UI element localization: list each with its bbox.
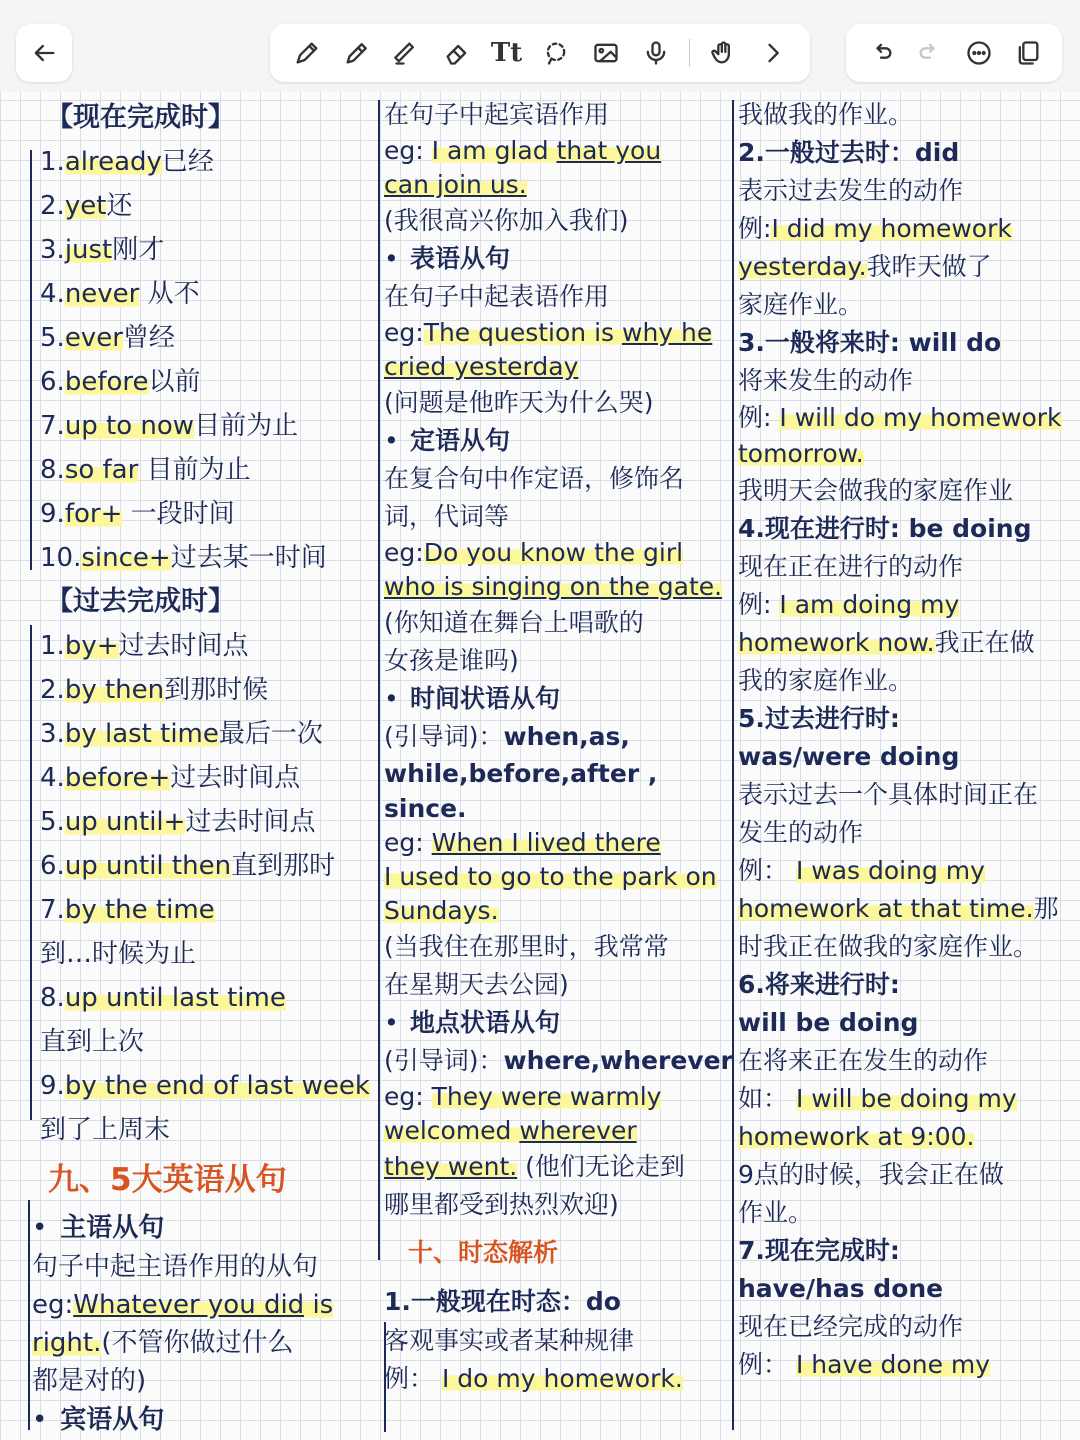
column-divider [378, 100, 380, 1260]
pen-icon[interactable] [290, 36, 324, 70]
tense-title: 6.将来进行时: [738, 970, 900, 999]
toolbar-actions [846, 24, 1062, 82]
translation-line: (我很高兴你加入我们) [384, 206, 629, 235]
example-line: right.(不管你做过什么 [32, 1328, 294, 1358]
item-number: 4. [40, 763, 65, 793]
list-item [26, 1064, 378, 1108]
list-item [26, 536, 378, 580]
item-keyword: by last time [64, 719, 219, 749]
translation-line: 女孩是谁吗) [384, 646, 519, 675]
example-line: they went. (他们无论走到 [384, 1152, 685, 1181]
column-3 [738, 96, 1080, 1384]
text-line: 客观事实或者某种规律 [384, 1326, 635, 1355]
example-line: Sundays. [384, 896, 499, 925]
text-line: 现在正在进行的动作 [738, 552, 964, 581]
item-number: 1. [40, 631, 65, 661]
item-keyword: up to now [64, 411, 195, 441]
tense-title: 4.现在进行时: be doing [738, 514, 1032, 543]
clause-desc: 句子中起主语作用的从句 [32, 1252, 319, 1282]
item-keyword: by the time [64, 895, 215, 925]
column-1 [26, 96, 378, 1440]
example-line: eg:Do you know the girl [384, 538, 684, 567]
list-item [26, 448, 378, 492]
example-line: yesterday.我昨天做了 [738, 252, 992, 281]
text-line: 在句子中起表语作用 [384, 282, 610, 311]
text-line: 作业。 [738, 1198, 814, 1227]
undo-icon[interactable] [864, 36, 898, 70]
item-number: 10. [40, 543, 82, 573]
example-line: homework now.我正在做 [738, 628, 1035, 657]
list-item [26, 712, 378, 756]
example-line: 例： I do my homework. [384, 1364, 683, 1393]
example-line: eg:Whatever you did is [32, 1290, 334, 1320]
example-line: who is singing on the gate. [384, 572, 723, 601]
item-meaning: 刚才 [112, 235, 165, 265]
item-number: 4. [40, 279, 65, 309]
tense-title: was/were doing [738, 742, 960, 771]
toolbar-divider [689, 39, 690, 67]
item-meaning: 过去某一时间 [170, 543, 327, 573]
list-item [26, 184, 378, 228]
item-number: 5. [40, 807, 65, 837]
clause-title: • 地点状语从句 [384, 1008, 561, 1037]
item-keyword: by+ [64, 631, 119, 661]
tense-title: 3.一般将来时: will do [738, 328, 1002, 357]
list-item [26, 800, 378, 844]
item-meaning: 过去时间点 [170, 763, 301, 793]
highlighter-icon[interactable] [390, 36, 424, 70]
item-number: 6. [40, 851, 65, 881]
text-tool-icon[interactable]: Tt [490, 38, 523, 68]
item-number: 8. [40, 455, 65, 485]
tool-palette [270, 24, 810, 82]
list-item [26, 1020, 378, 1064]
list-item [26, 756, 378, 800]
text-line: 表示过去一个具体时间正在 [738, 780, 1039, 809]
translation-line: 在星期天去公园) [384, 970, 569, 999]
item-number: 1. [40, 147, 65, 177]
item-keyword: up until then [64, 851, 232, 881]
clause-title: • 表语从句 [384, 244, 511, 273]
list-item [26, 228, 378, 272]
list-item [26, 1108, 378, 1152]
more-icon[interactable] [962, 36, 996, 70]
tense-title: 1.一般现在时态：do [384, 1287, 621, 1316]
text-line: 表示过去发生的动作 [738, 176, 964, 205]
list-item [26, 492, 378, 536]
item-meaning: 目前为止 [138, 455, 251, 485]
section-title-tenses: 十、时态解析 [408, 1238, 559, 1267]
example-line: 例： I have done my [738, 1350, 991, 1379]
example-line: 如： I will be doing my [738, 1084, 1017, 1113]
pages-icon[interactable] [1011, 36, 1045, 70]
text-line: 在将来正在发生的动作 [738, 1046, 989, 1075]
text-line: 现在已经完成的动作 [738, 1312, 964, 1341]
item-meaning: 一段时间 [122, 499, 235, 529]
item-number: 6. [40, 367, 65, 397]
list-item [26, 932, 378, 976]
item-keyword: yet [64, 191, 107, 221]
text-line: 词，代词等 [384, 502, 510, 531]
item-meaning: 到…时候为止 [40, 939, 197, 969]
list-item [26, 316, 378, 360]
example-line: eg: When I lived there [384, 828, 661, 857]
example-line: homework at 9:00. [738, 1122, 975, 1151]
item-keyword: already [64, 147, 162, 177]
item-meaning: 到那时候 [164, 675, 269, 705]
tense-title: 2.一般过去时：did [738, 138, 960, 167]
example-line: eg:The question is why he [384, 318, 713, 347]
example-line: welcomed wherever [384, 1116, 637, 1145]
item-meaning: 最后一次 [218, 719, 323, 749]
chevron-right-icon[interactable] [756, 36, 790, 70]
item-number: 2. [40, 675, 65, 705]
list-item [26, 888, 378, 932]
list-item [26, 140, 378, 184]
back-button[interactable] [16, 24, 72, 82]
clause-title: • 宾语从句 [32, 1405, 165, 1435]
text-line: 在复合句中作定语，修饰名 [384, 464, 685, 493]
item-meaning: 目前为止 [194, 411, 299, 441]
item-keyword: by then [64, 675, 165, 705]
example-line: homework at that time.那 [738, 894, 1059, 923]
item-keyword: for+ [64, 499, 123, 529]
example-line: eg: They were warmly [384, 1082, 662, 1111]
item-meaning: 从不 [139, 279, 200, 309]
item-keyword: up until+ [64, 807, 186, 837]
microphone-icon[interactable] [639, 36, 673, 70]
clause-title: • 定语从句 [384, 426, 511, 455]
item-number: 9. [40, 1071, 65, 1101]
list-item [26, 976, 378, 1020]
item-keyword: so far [64, 455, 139, 485]
item-number: 3. [40, 235, 65, 265]
text-line: 家庭作业。 [738, 290, 864, 319]
example-line: 例:I did my homework [738, 214, 1012, 243]
item-meaning: 到了上周末 [40, 1115, 171, 1145]
list-item [26, 624, 378, 668]
item-meaning: 曾经 [122, 323, 175, 353]
text-line: since. [384, 794, 467, 823]
example-line: I used to go to the park on [384, 862, 717, 891]
tense-title: have/has done [738, 1274, 944, 1303]
example-line: 例： I was doing my [738, 856, 985, 885]
item-meaning: 直到上次 [40, 1027, 145, 1057]
text-line: 我做我的作业。 [738, 100, 914, 129]
eraser-icon[interactable] [440, 36, 474, 70]
example-line: can join us. [384, 170, 527, 199]
example-line: cried yesterday [384, 352, 579, 381]
item-meaning: 过去时间点 [185, 807, 316, 837]
example-line: eg: I am glad that you [384, 136, 662, 165]
translation-line: 哪里都受到热烈欢迎) [384, 1190, 619, 1219]
item-keyword: since+ [81, 543, 171, 573]
image-icon[interactable] [589, 36, 623, 70]
item-keyword: just [64, 235, 113, 265]
item-meaning: 还 [106, 191, 133, 221]
example-line: 例: I am doing my [738, 590, 960, 619]
item-meaning: 过去时间点 [118, 631, 249, 661]
example-translation: 都是对的) [32, 1366, 147, 1396]
item-meaning: 以前 [148, 367, 201, 397]
text-line: 时我正在做我的家庭作业。 [738, 932, 1039, 961]
hand-icon[interactable] [706, 36, 740, 70]
redo-icon[interactable] [913, 36, 947, 70]
toolbar [0, 0, 1080, 92]
text-line: 在句子中起宾语作用 [384, 100, 610, 129]
tense-title: 5.过去进行时: [738, 704, 900, 733]
clause-title: • 主语从句 [32, 1213, 165, 1243]
item-keyword: never [64, 279, 140, 309]
column-divider [732, 100, 734, 1430]
lasso-icon[interactable] [539, 36, 573, 70]
item-keyword: by the end of last week [64, 1071, 370, 1101]
item-keyword: ever [64, 323, 123, 353]
item-meaning: 已经 [161, 147, 214, 177]
item-keyword: before+ [64, 763, 171, 793]
item-keyword: up until last time [64, 983, 286, 1013]
list-item [26, 844, 378, 888]
text-line: 9点的时候，我会正在做 [738, 1160, 1004, 1189]
past-perfect-list [26, 624, 378, 1152]
list-item [26, 404, 378, 448]
text-line: 发生的动作 [738, 818, 864, 847]
item-number: 9. [40, 499, 65, 529]
section-heading: 【现在完成时】 [46, 102, 235, 133]
item-number: 7. [40, 411, 65, 441]
column-2 [384, 96, 732, 1398]
text-line: (引导词)：when,as, [384, 722, 630, 751]
tense-title: 7.现在完成时: [738, 1236, 900, 1265]
section-title-clauses: 九、5大英语从句 [48, 1162, 287, 1198]
clause-title: • 时间状语从句 [384, 684, 561, 713]
text-line: 我的家庭作业。 [738, 666, 914, 695]
section-heading: 【过去完成时】 [46, 586, 235, 617]
example-line: tomorrow. [738, 439, 864, 468]
item-number: 2. [40, 191, 65, 221]
pencil-icon[interactable] [340, 36, 374, 70]
present-perfect-list [26, 140, 378, 580]
list-item [26, 272, 378, 316]
item-keyword: before [64, 367, 149, 397]
text-line: 我明天会做我的家庭作业 [738, 476, 1014, 505]
text-line: (引导词)：where,wherever [384, 1046, 733, 1075]
tense-title: will be doing [738, 1008, 919, 1037]
arrow-left-icon [27, 36, 61, 70]
translation-line: (问题是他昨天为什么哭) [384, 388, 654, 417]
item-number: 7. [40, 895, 65, 925]
list-item [26, 360, 378, 404]
example-line: 例: I will do my homework [738, 403, 1062, 432]
text-line: while,before,after , [384, 759, 658, 788]
translation-line: (你知道在舞台上唱歌的 [384, 608, 644, 637]
item-number: 3. [40, 719, 65, 749]
text-line: 将来发生的动作 [738, 366, 914, 395]
list-item [26, 668, 378, 712]
item-meaning: 直到那时 [231, 851, 336, 881]
item-number: 8. [40, 983, 65, 1013]
translation-line: (当我住在那里时，我常常 [384, 932, 669, 961]
item-number: 5. [40, 323, 65, 353]
